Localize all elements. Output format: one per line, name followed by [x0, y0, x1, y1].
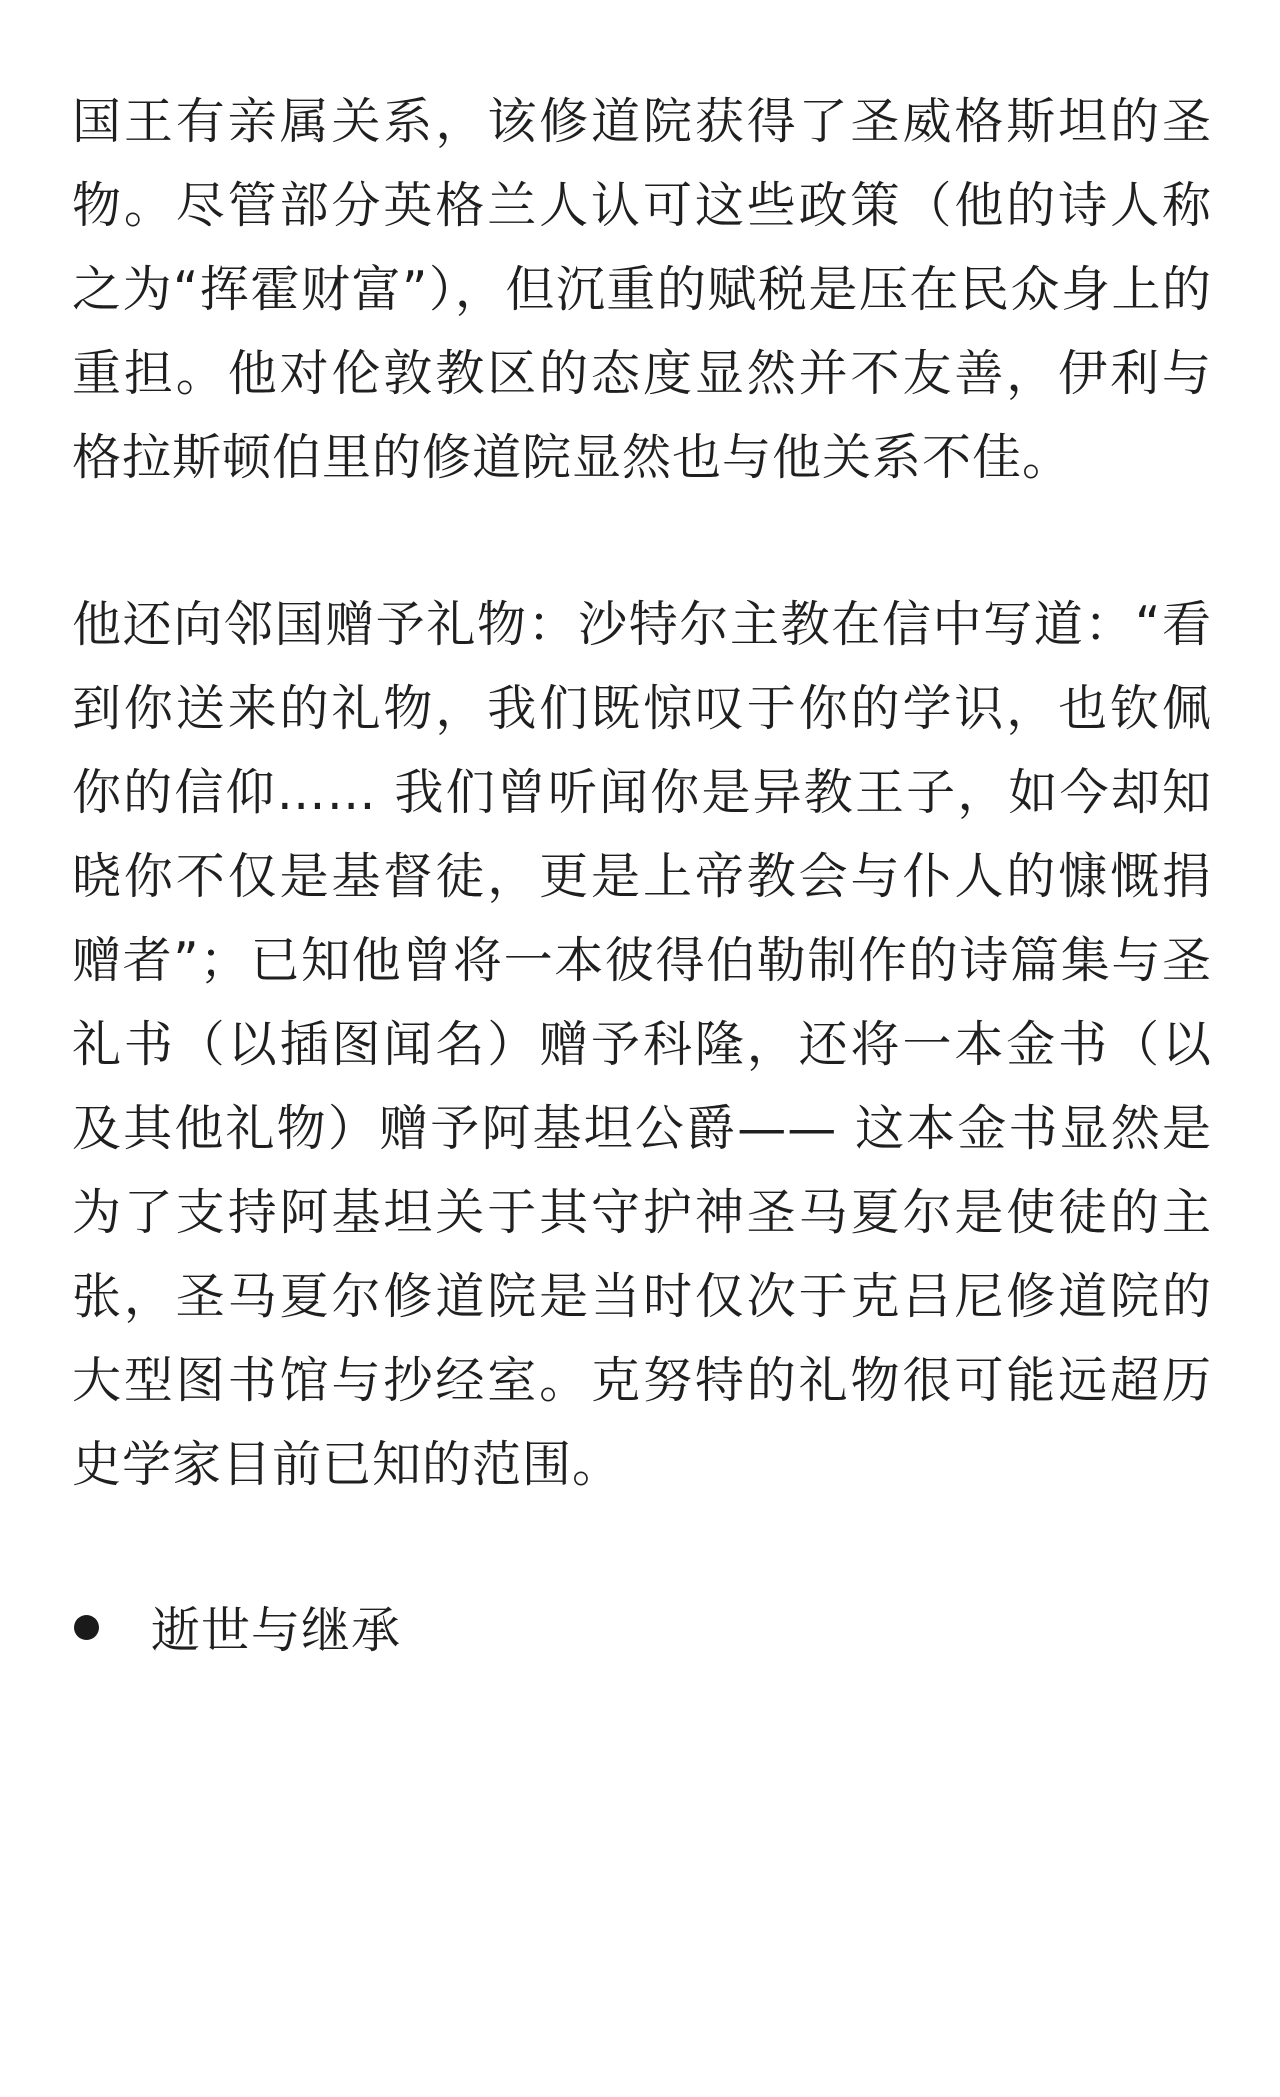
list-item-death-and-succession[interactable]	[72, 1585, 1212, 1669]
paragraph-2: 他还向邻国赠予礼物：沙特尔主教在信中写道：“看到你送来的礼物，我们既惊叹于你的学识，也钦佩你的信仰…… 我们曾听闻你是异教王子，如今却知晓你不仅是基督徒，更是上帝教会与仆人的慷慨捐赠者”；已知他曾将一本彼得伯勒制作的诗篇集与圣礼书（以插图闻名）赠予科隆，还将一本金书（以及其他礼物）赠予阿基坦公爵—— 这本金书显然是为了支持阿基坦关于其守护神圣马夏尔是使徒的主张，圣马夏尔修道院是当时仅次于克吕尼修道院的大型图书馆与抄经室。克努特的礼物很可能远超历史学家目前已知的范围。	[72, 596, 1212, 1493]
article-body	[72, 80, 1212, 1669]
section-list	[72, 1585, 1212, 1669]
list-item-label: 逝世与继承	[151, 1602, 402, 1659]
paragraph-1: 国王有亲属关系，该修道院获得了圣威格斯坦的圣物。尽管部分英格兰人认可这些政策（他的诗人称之为“挥霍财富”），但沉重的赋税是压在民众身上的重担。他对伦敦教区的态度显然并不友善，伊利与格拉斯顿伯里的修道院显然也与他关系不佳。	[72, 93, 1212, 486]
bullet-icon	[74, 1615, 99, 1640]
